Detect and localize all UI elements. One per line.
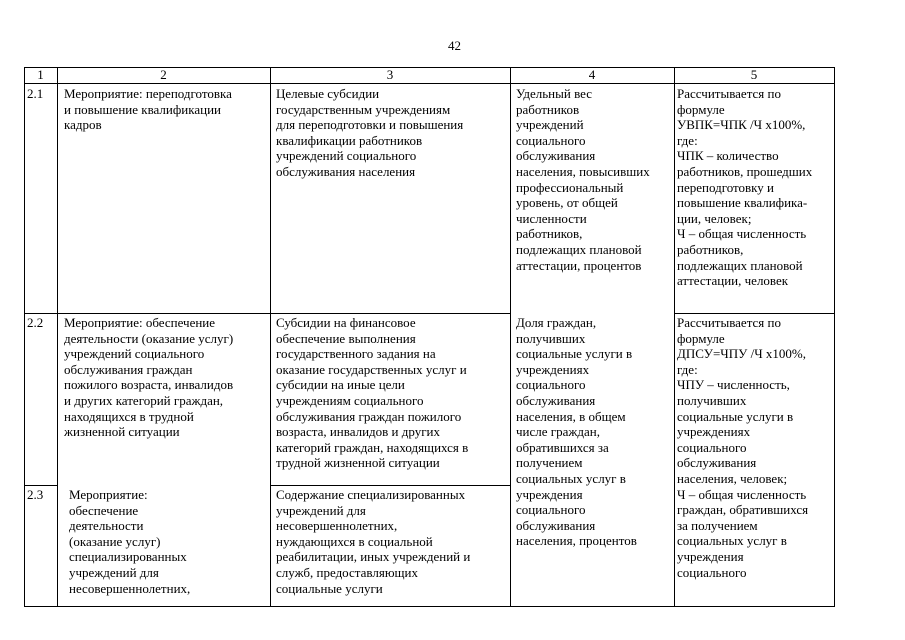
subsidy-cell: Целевые субсидии государственным учреждениям для переподготовки и повышения квалификации работников учреждений социального обслуживания населения (276, 86, 464, 179)
row-divider (24, 313, 510, 314)
row-number: 2.3 (27, 487, 44, 502)
column-divider (24, 67, 25, 607)
indicator-cell: Удельный вес работников учреждений социального обслуживания населения, повысивших профессиональный уровень, от общей численности работников, подлежащих плановой аттестации, процентов (516, 86, 650, 273)
event-cell: Мероприятие: обеспечение деятельности (оказание услуг) учреждений социального обслуживания граждан пожилого возраста, инвалидов и других категорий граждан, находящихся в трудной жизненной ситуации (64, 315, 234, 440)
row-number: 2.1 (27, 86, 44, 101)
table-bottom-border (24, 606, 835, 607)
header-col-4: 4 (588, 67, 596, 82)
page-number: 42 (448, 38, 461, 53)
row-number: 2.2 (27, 315, 44, 330)
row-divider (24, 485, 57, 486)
column-divider (834, 67, 835, 607)
header-col-2: 2 (160, 67, 167, 82)
column-divider (270, 67, 271, 607)
formula-cell: Рассчитывается по формуле УВПК=ЧПК /Ч х100%, где: ЧПК – количество работников, прошедших переподготовку и повышение квалифика- ции, человек; Ч – общая численность работников, подлежащих плановой аттестации, человек (677, 86, 813, 289)
column-divider (57, 67, 58, 607)
event-cell: Мероприятие: переподготовка и повышение квалификации кадров (64, 86, 232, 133)
subsidy-cell: Субсидии на финансовое обеспечение выполнения государственного задания на оказание государственных услуг и субсидии на иные цели учреждениям социального обслуживания граждан пожилого возраста, инвалидов и других категорий граждан, находящихся в трудной жизненной ситуации (276, 315, 469, 471)
formula-cell: Рассчитывается по формуле ДПСУ=ЧПУ /Ч х100%, где: ЧПУ – численность, получивших социальные услуги в учреждениях социального обслуживания населения, человек; Ч – общая численность граждан, обратившихся за получением социальных услуг в учреждения социального (677, 315, 809, 580)
header-bottom-border (24, 83, 835, 84)
header-col-1: 1 (37, 67, 44, 82)
column-divider (510, 67, 511, 607)
column-divider (674, 67, 675, 607)
event-cell: Мероприятие: обеспечение деятельности (оказание услуг) специализированных учреждений для несовершеннолетних, (69, 487, 191, 596)
header-col-3: 3 (386, 67, 394, 82)
indicator-cell: Доля граждан, получивших социальные услуги в учреждениях социального обслуживания населения, в общем числе граждан, обратившихся за получением социальных услуг в учреждения социального обслуживания населения, процентов (516, 315, 637, 549)
header-col-5: 5 (750, 67, 758, 82)
row-divider (270, 485, 510, 486)
indicator-table (24, 67, 835, 607)
row-divider (674, 313, 835, 314)
subsidy-cell: Содержание специализированных учреждений для несовершеннолетних, нуждающихся в социальной реабилитации, иных учреждений и служб, предоставляющих социальные услуги (276, 487, 471, 596)
